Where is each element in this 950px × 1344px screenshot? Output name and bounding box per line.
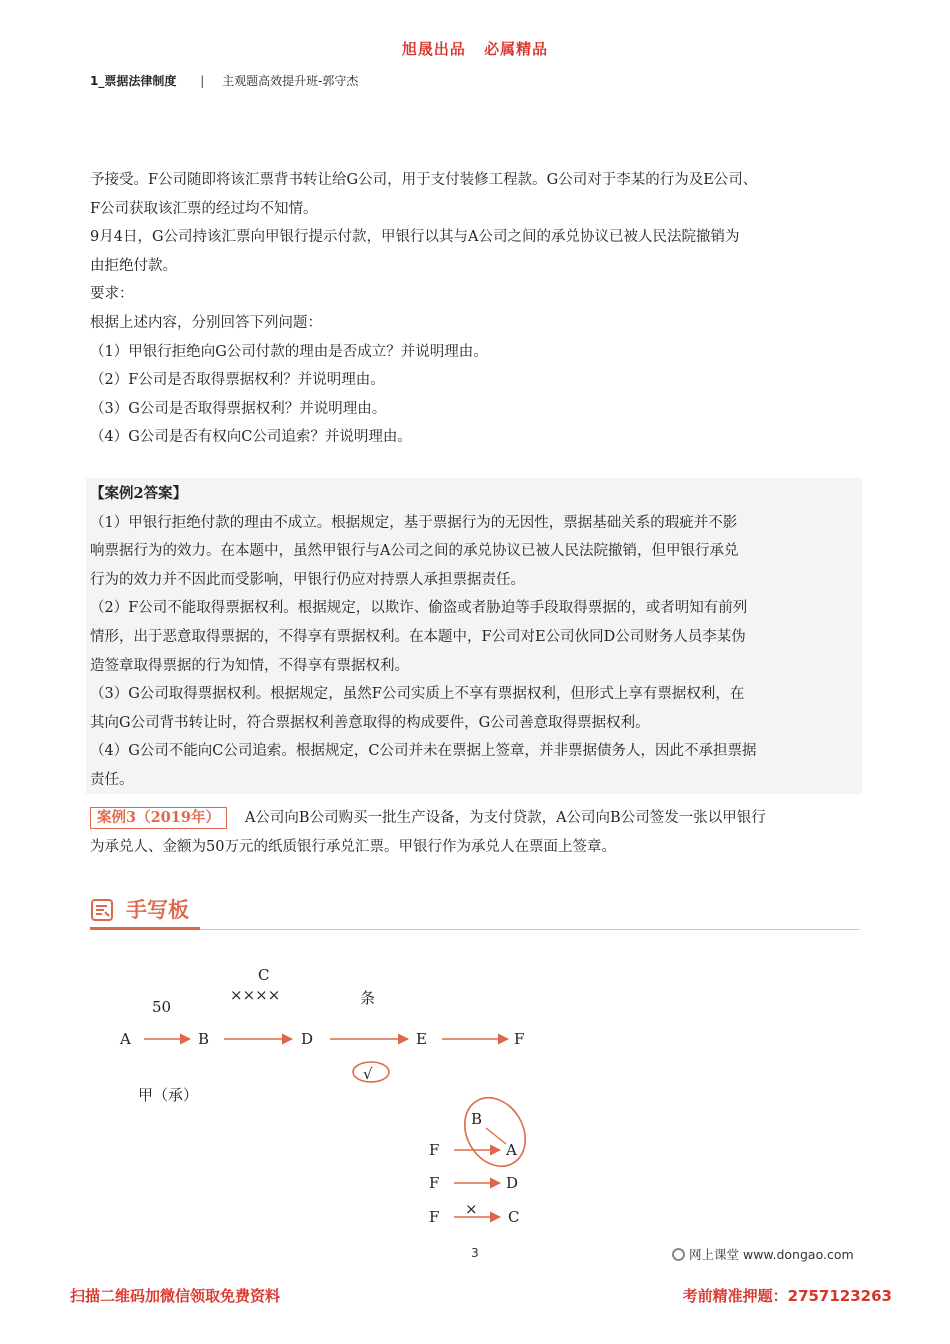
page-number: 3 [471, 1246, 479, 1260]
question-block [90, 166, 860, 452]
c-label: C [258, 966, 270, 984]
answer-line: 行为的效力并不因此而受影响，甲银行仍应对持票人承担票据责任。 [90, 571, 525, 588]
question-line: 根据上述内容，分别回答下列问题： [90, 314, 322, 331]
answer-line: 情形，出于恶意取得票据的，不得享有票据权利。在本题中，F公司对E公司伙同D公司财务人员李某伪 [90, 628, 746, 645]
node-e: E [416, 1030, 427, 1048]
header-rule [90, 929, 860, 930]
answer-line: 其向G公司背书转让时，符合票据权利善意取得的构成要件，G公司善意取得票据权利。 [90, 714, 650, 731]
course-title: 主观题高效提升班-郭守杰 [222, 74, 359, 88]
a-label: A [506, 1141, 517, 1159]
c2-label: C [508, 1208, 520, 1226]
f-label-3: F [429, 1208, 440, 1226]
question-line: （1）甲银行拒绝向G公司付款的理由是否成立？并说明理由。 [90, 343, 488, 360]
node-b: B [198, 1030, 210, 1048]
brand-left: 旭晟出品 [401, 40, 466, 58]
question-line: 要求： [90, 286, 134, 303]
answer-line: 造签章取得票据的行为知情，不得享有票据权利。 [90, 657, 409, 674]
case3-line: A公司向B公司购买一批生产设备，为支付贷款，A公司向B公司签发一张以甲银行 [244, 810, 766, 826]
header-rule-accent [90, 927, 200, 930]
node-f: F [514, 1030, 525, 1048]
crosses-label: ×××× [230, 986, 281, 1004]
brand-right: 必属精品 [484, 40, 549, 58]
question-line: （2）F公司是否取得票据权利？并说明理由。 [90, 372, 385, 389]
answer-line: （4）G公司不能向C公司追索。根据规定，C公司并未在票据上签章，并非票据债务人，因此不承担票据 [90, 743, 757, 760]
amount-label: 50 [152, 998, 172, 1016]
node-a: A [120, 1030, 131, 1048]
question-line: 9月4日，G公司持该汇票向甲银行提示付款，甲银行以其与A公司之间的承兑协议已被人民法院撤销为 [90, 229, 740, 246]
answer-box [86, 478, 862, 794]
brand-banner [0, 38, 950, 59]
header-separator: | [200, 74, 205, 88]
f-label-1: F [429, 1141, 440, 1159]
site-text: 网上课堂 www.dongao.com [689, 1247, 854, 1262]
answer-line: 响票据行为的效力。在本题中，虽然甲银行与A公司之间的承兑协议已被人民法院撤销，但甲银行承兑 [90, 543, 739, 560]
tiao-label: 条 [360, 989, 376, 1007]
dongao-logo-icon [672, 1248, 685, 1261]
case3-line: 为承兑人、金额为50万元的纸质银行承兑汇票。甲银行作为承兑人在票面上签章。 [90, 838, 616, 855]
node-d: D [301, 1030, 314, 1048]
handwriting-header [90, 894, 860, 932]
running-head [90, 72, 358, 89]
answer-line: （2）F公司不能取得票据权利。根据规定，以欺诈、偷盗或者胁迫等手段取得票据的，或者明知有前列 [90, 600, 748, 617]
answer-line: 责任。 [90, 771, 134, 788]
case3-badge: 案例3（2019年） [90, 807, 227, 829]
answer-title: 【案例2答案】 [90, 485, 188, 502]
handwriting-diagram [0, 950, 950, 1240]
answer-line: （3）G公司取得票据权利。根据规定，虽然F公司实质上不享有票据权利，但形式上享有票据权利，在 [90, 686, 745, 703]
jia-label: 甲（承） [138, 1086, 199, 1104]
case3-block [90, 804, 860, 861]
note-icon [90, 898, 114, 922]
d-label: D [506, 1174, 519, 1192]
f-label-2: F [429, 1174, 440, 1192]
question-line: F公司获取该汇票的经过均不知情。 [90, 200, 318, 217]
b-a-link [486, 1128, 506, 1144]
footer-right-banner: 考前精准押题：2757123263 [682, 1287, 892, 1305]
question-line: 由拒绝付款。 [90, 257, 177, 274]
question-line: （3）G公司是否取得票据权利？并说明理由。 [90, 400, 387, 417]
answer-line: （1）甲银行拒绝付款的理由不成立。根据规定，基于票据行为的无因性，票据基础关系的瑕疵并不影 [90, 514, 738, 531]
handwriting-title: 手写板 [126, 898, 189, 922]
answer-text [90, 480, 860, 795]
b-label: B [471, 1110, 483, 1128]
b-a-circle [453, 1087, 537, 1177]
footer-left-banner: 扫描二维码加微信领取免费资料 [70, 1287, 281, 1305]
question-line: （4）G公司是否有权向C公司追索？并说明理由。 [90, 429, 412, 446]
chapter-title: 1_票据法律制度 [90, 74, 177, 88]
question-line: 予接受。F公司随即将该汇票背书转让给G公司，用于支付装修工程款。G公司对于李某的行为及E公司、 [90, 172, 758, 188]
x-mark: × [465, 1200, 478, 1218]
check-mark: √ [363, 1065, 373, 1083]
site-logo [672, 1245, 854, 1263]
